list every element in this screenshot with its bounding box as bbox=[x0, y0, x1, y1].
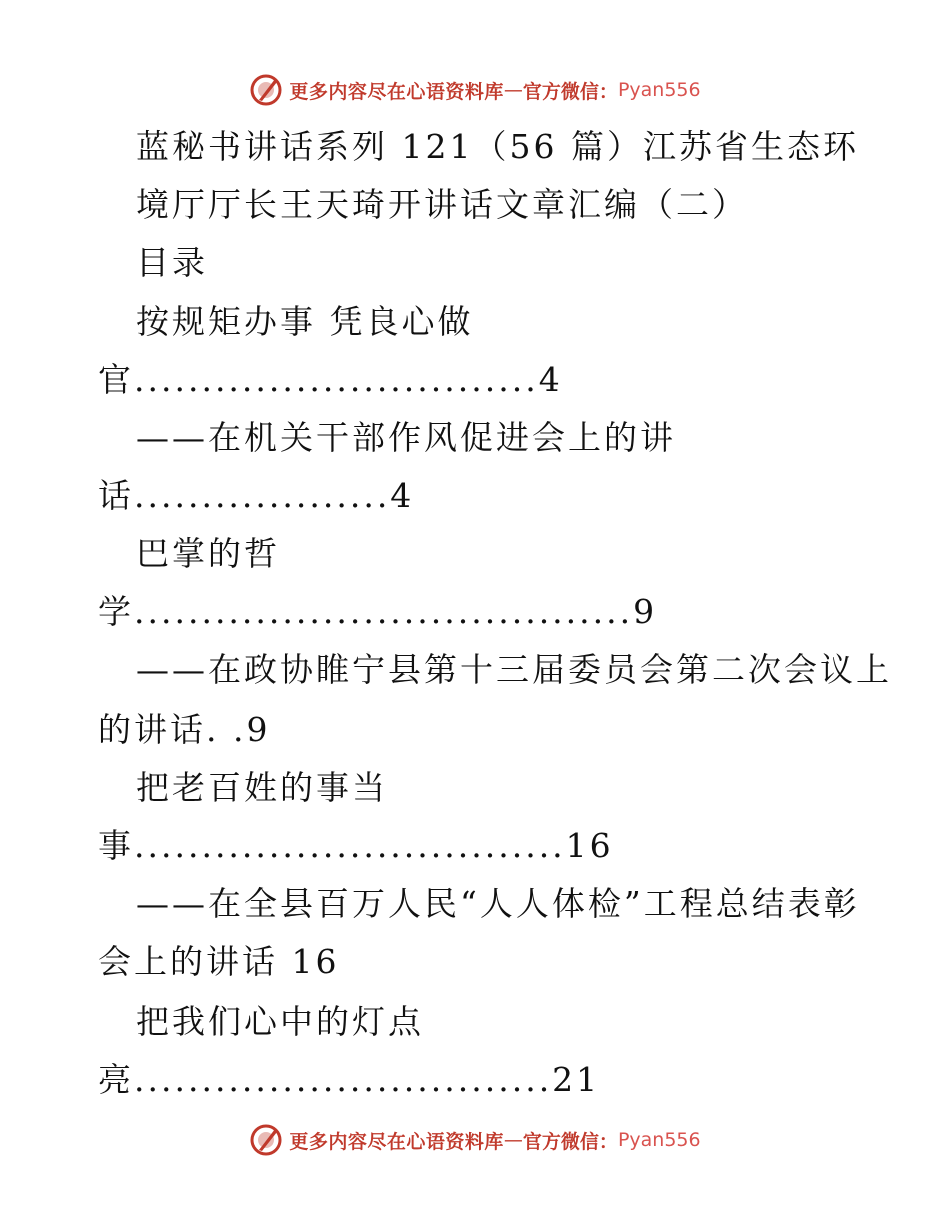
toc-entry-leader: 会上的讲话 16 bbox=[98, 942, 340, 981]
document-title-line-2: 境厅厅长王天琦开讲话文章汇编（二） bbox=[136, 185, 748, 224]
toc-entry-title: 按规矩办事 凭良心做 bbox=[136, 302, 474, 341]
document-title-line-1: 蓝秘书讲话系列 121（56 篇）江苏省生态环 bbox=[136, 127, 859, 166]
toc-entry-leader: 的讲话. .9 bbox=[98, 710, 271, 749]
toc-entry-title: ——在机关干部作风促进会上的讲 bbox=[136, 418, 676, 457]
watermark-handle: Pyan556 bbox=[617, 1129, 701, 1151]
toc-entry-leader: 话...................4 bbox=[98, 476, 415, 515]
toc-entry-title: ——在全县百万人民“人人体检”工程总结表彰 bbox=[136, 884, 860, 923]
toc-entry-title: ——在政协睢宁县第十三届委员会第二次会议上 bbox=[136, 650, 892, 689]
toc-entry-title: 把我们心中的灯点 bbox=[136, 1002, 424, 1041]
watermark-text: 更多内容尽在心语资料库 bbox=[289, 80, 504, 103]
quill-logo-icon bbox=[249, 1123, 283, 1157]
footer-watermark bbox=[0, 1120, 950, 1160]
toc-heading: 目录 bbox=[136, 243, 208, 282]
watermark-dash: — bbox=[503, 79, 523, 101]
watermark-handle: Pyan556 bbox=[617, 79, 701, 101]
watermark-wechat-label: 官方微信： bbox=[522, 80, 618, 103]
toc-entry-title: 巴掌的哲 bbox=[136, 534, 280, 573]
toc-entry-leader: 官..............................4 bbox=[98, 360, 563, 399]
toc-entry-leader: 事................................16 bbox=[98, 826, 614, 865]
toc-entry-title: 把老百姓的事当 bbox=[136, 768, 388, 807]
watermark-dash: — bbox=[503, 1129, 523, 1151]
toc-entry-leader: 学.....................................9 bbox=[98, 592, 658, 631]
toc-entry-leader: 亮...............................21 bbox=[98, 1060, 601, 1099]
watermark-text: 更多内容尽在心语资料库 bbox=[289, 1130, 504, 1153]
watermark-wechat-label: 官方微信： bbox=[522, 1130, 618, 1153]
